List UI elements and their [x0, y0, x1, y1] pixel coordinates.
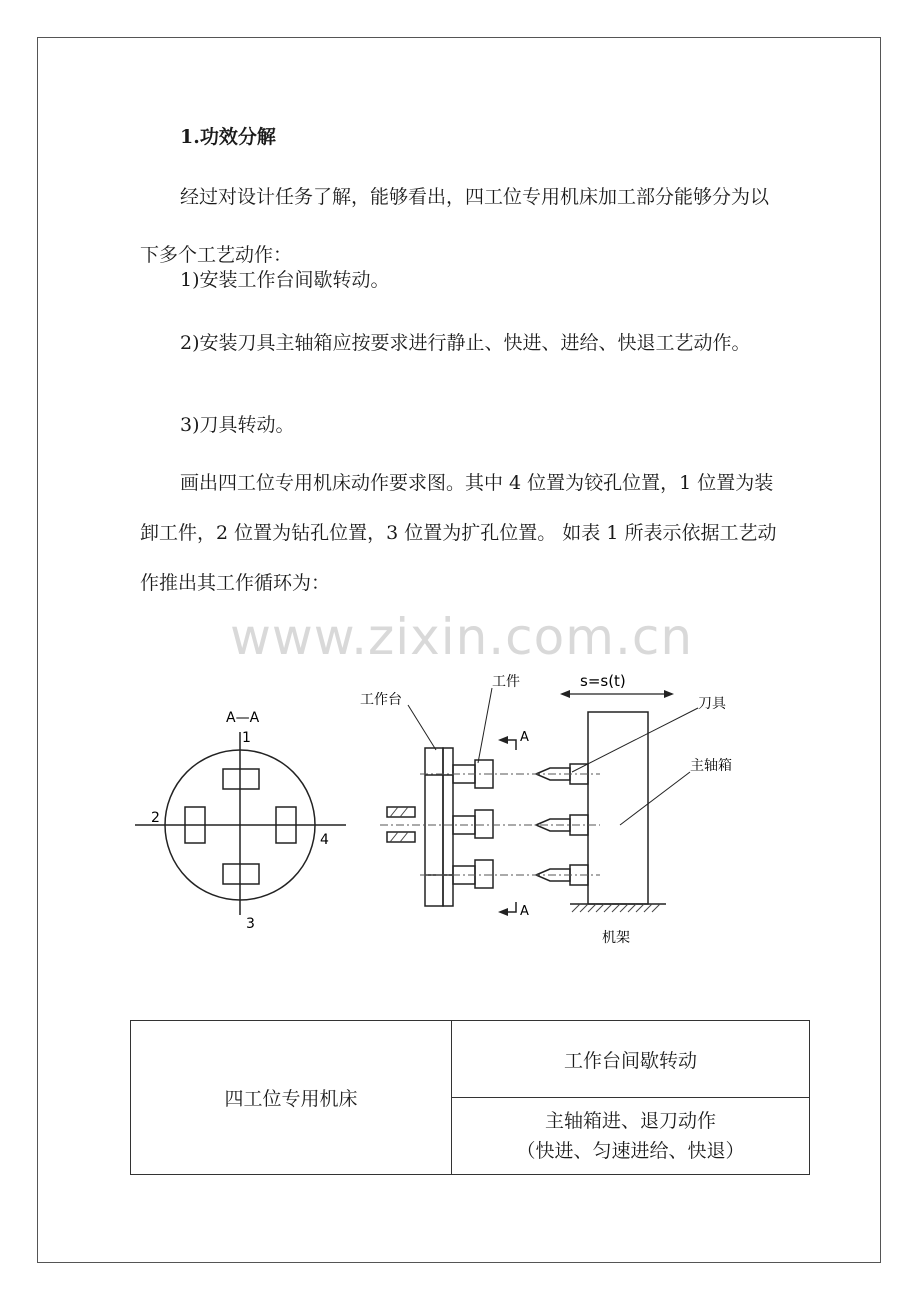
worktable-label: 工作台	[360, 692, 402, 708]
rotary-table-section	[135, 732, 346, 915]
leader-lines	[408, 688, 698, 825]
stroke-arrow-right-head	[664, 690, 674, 698]
paragraph-intro: 经过对设计任务了解，能够看出，四工位专用机床加工部分能够分为以下多个工艺动作：	[140, 186, 770, 266]
action-spindle-cell	[452, 1098, 810, 1175]
action-worktable-cell: 工作台间歇转动	[452, 1021, 810, 1098]
action-spindle-line2: （快进、匀速进给、快退）	[516, 1140, 745, 1162]
formula-label: s=s(t)	[580, 672, 626, 690]
section-mark-top: A	[520, 730, 529, 745]
tool-label: 刀具	[698, 696, 726, 712]
ground-hatching	[390, 807, 660, 912]
position-2-label: 2	[151, 810, 160, 826]
paragraph-cycle: 画出四工位专用机床动作要求图。其中 4 位置为铰孔位置，1 位置为装卸工件，2 位置为钻孔位置，3 位置为扩孔位置。 如表 1 所表示依据工艺动作推出其工作循环为：	[140, 472, 777, 594]
paragraph-item-3: 3)刀具转动。	[180, 414, 295, 436]
position-4-label: 4	[320, 832, 329, 848]
section-arrow-top-head	[498, 736, 508, 744]
paragraph-item-1: 1)安装工作台间歇转动。	[180, 269, 390, 291]
section-heading: 1.功效分解	[180, 126, 276, 148]
position-1-label: 1	[242, 730, 251, 746]
work-cycle-table	[130, 1020, 810, 1175]
spindle-box-label: 主轴箱	[690, 758, 732, 774]
machine-diagram	[120, 660, 800, 960]
section-arrow-bottom-head	[498, 908, 508, 916]
section-label: A—A	[226, 710, 260, 726]
watermark: www.zixin.com.cn	[230, 608, 694, 666]
stroke-arrow-left-head	[560, 690, 570, 698]
machine-cell: 四工位专用机床	[131, 1021, 452, 1175]
section-arrows	[502, 740, 516, 912]
section-mark-bottom: A	[520, 904, 529, 919]
action-spindle-line1: 主轴箱进、退刀动作	[544, 1110, 716, 1132]
workpiece-label: 工件	[492, 674, 520, 690]
position-3-label: 3	[246, 916, 255, 932]
frame-label: 机架	[602, 930, 630, 946]
paragraph-item-2: 2)安装刀具主轴箱应按要求进行静止、快进、进给、快退工艺动作。	[180, 332, 751, 354]
